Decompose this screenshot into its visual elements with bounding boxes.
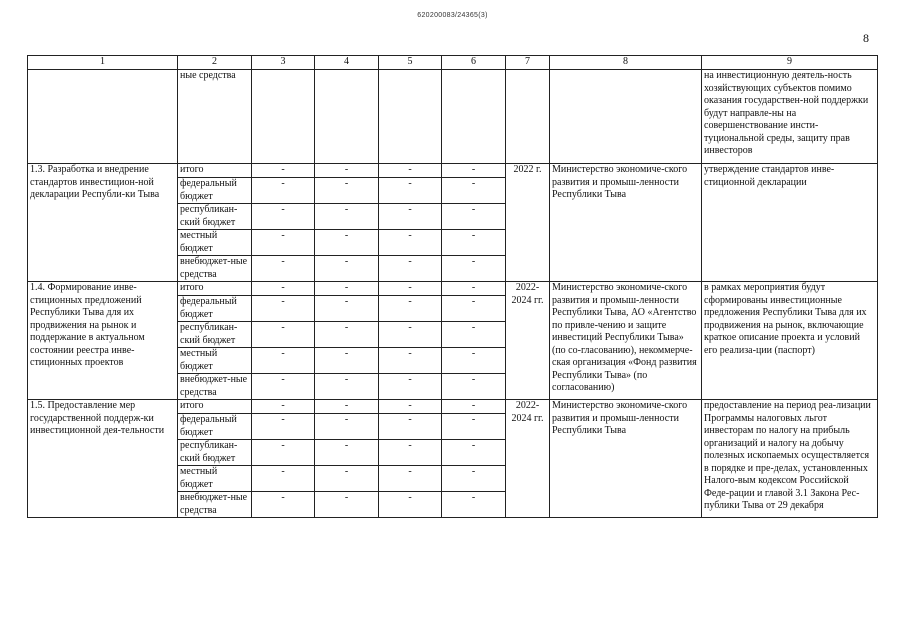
- amount-cell: -: [252, 296, 315, 322]
- result-cell: на инвестиционную деятель-ность хозяйствующих субъектов помимо оказания государствен-ной поддержки будут направле-ны на совершенствование инсти-туциональной среды, защиту прав инвесторов: [702, 70, 878, 164]
- amount-cell: -: [442, 400, 506, 414]
- amount-cell: -: [252, 230, 315, 256]
- amount-cell: -: [442, 466, 506, 492]
- amount-cell: -: [379, 178, 442, 204]
- amount-cell: -: [252, 164, 315, 178]
- amount-cell: -: [252, 400, 315, 414]
- executor-cell: [550, 70, 702, 164]
- funding-source-cell: республикан-ский бюджет: [178, 204, 252, 230]
- amount-cell: -: [379, 230, 442, 256]
- column-header: 7: [506, 56, 550, 70]
- funding-source-cell: итого: [178, 164, 252, 178]
- amount-cell: -: [315, 256, 379, 282]
- funding-source-cell: республикан-ский бюджет: [178, 322, 252, 348]
- table-row: [28, 282, 878, 296]
- amount-cell: -: [315, 466, 379, 492]
- funding-source-cell: местный бюджет: [178, 230, 252, 256]
- page-number: 8: [863, 31, 869, 45]
- funding-source-cell: ные средства: [178, 70, 252, 164]
- amount-cell: -: [315, 282, 379, 296]
- amount-cell: -: [379, 414, 442, 440]
- column-header: 5: [379, 56, 442, 70]
- executor-cell: Министерство экономиче-ского развития и промыш-ленности Республики Тыва: [550, 164, 702, 282]
- column-header: 1: [28, 56, 178, 70]
- column-header: 9: [702, 56, 878, 70]
- amount-cell: -: [379, 282, 442, 296]
- amount-cell: -: [379, 296, 442, 322]
- amount-cell: -: [379, 492, 442, 518]
- amount-cell: -: [315, 322, 379, 348]
- amount-cell: -: [442, 164, 506, 178]
- measure-title-cell: 1.4. Формирование инве-стиционных предложений Республики Тыва для их продвижения на рынок и поддержание в актуальном состоянии реестра инве-стиционных проектов: [28, 282, 178, 400]
- funding-source-cell: федеральный бюджет: [178, 414, 252, 440]
- amount-cell: -: [315, 348, 379, 374]
- amount-cell: -: [252, 256, 315, 282]
- amount-cell: -: [379, 400, 442, 414]
- amount-cell: -: [442, 440, 506, 466]
- amount-cell: -: [252, 492, 315, 518]
- funding-source-cell: местный бюджет: [178, 348, 252, 374]
- amount-cell: -: [252, 282, 315, 296]
- amount-cell: -: [442, 178, 506, 204]
- amount-cell: -: [379, 466, 442, 492]
- amount-cell: -: [379, 204, 442, 230]
- amount-cell: -: [252, 348, 315, 374]
- funding-source-cell: федеральный бюджет: [178, 296, 252, 322]
- period-cell: 2022 г.: [506, 164, 550, 282]
- amount-cell: -: [315, 414, 379, 440]
- period-cell: 2022-2024 гг.: [506, 400, 550, 518]
- table-row: [28, 164, 878, 178]
- measure-title-cell: [28, 70, 178, 164]
- amount-cell: -: [379, 322, 442, 348]
- amount-cell: -: [315, 204, 379, 230]
- column-header: 8: [550, 56, 702, 70]
- amount-cell: -: [379, 374, 442, 400]
- funding-source-cell: местный бюджет: [178, 466, 252, 492]
- amount-cell: -: [315, 440, 379, 466]
- amount-cell: -: [315, 296, 379, 322]
- column-number-row: [28, 56, 878, 70]
- result-cell: в рамках мероприятия будут сформированы инвестиционные предложения Республики Тыва для их продвижения на рынок, включающие краткое описание проекта и условий его реализа-ции (паспорт): [702, 282, 878, 400]
- amount-cell: -: [315, 164, 379, 178]
- amount-cell: -: [379, 256, 442, 282]
- measure-title-cell: 1.5. Предоставление мер государственной поддерж-ки инвестиционной дея-тельности: [28, 400, 178, 518]
- funding-source-cell: итого: [178, 400, 252, 414]
- table-row: [28, 400, 878, 414]
- amount-cell: -: [442, 256, 506, 282]
- executor-cell: Министерство экономиче-ского развития и промыш-ленности Республики Тыва, АО «Агентство по привле-чению и защите инвестиций Республики Тыва» (по со-гласованию), некоммерче-ская организация «Фонд развития Республики Тыва» (по согласованию): [550, 282, 702, 400]
- funding-source-cell: республикан-ский бюджет: [178, 440, 252, 466]
- amount-cell: [252, 70, 315, 164]
- amount-cell: -: [315, 492, 379, 518]
- amount-cell: -: [442, 374, 506, 400]
- column-header: 2: [178, 56, 252, 70]
- amount-cell: -: [379, 440, 442, 466]
- amount-cell: -: [252, 374, 315, 400]
- measure-title-cell: 1.3. Разработка и внедрение стандартов инвестицион-ной декларации Республи-ки Тыва: [28, 164, 178, 282]
- amount-cell: -: [252, 178, 315, 204]
- funding-source-cell: внебюджет-ные средства: [178, 256, 252, 282]
- amount-cell: -: [252, 322, 315, 348]
- amount-cell: -: [442, 204, 506, 230]
- funding-source-cell: федеральный бюджет: [178, 178, 252, 204]
- column-header: 6: [442, 56, 506, 70]
- amount-cell: [442, 70, 506, 164]
- amount-cell: -: [442, 296, 506, 322]
- amount-cell: -: [442, 322, 506, 348]
- period-cell: [506, 70, 550, 164]
- amount-cell: -: [379, 348, 442, 374]
- amount-cell: -: [315, 230, 379, 256]
- amount-cell: [315, 70, 379, 164]
- amount-cell: -: [252, 466, 315, 492]
- measures-table: [27, 55, 878, 518]
- funding-source-cell: внебюджет-ные средства: [178, 492, 252, 518]
- continuation-row: [28, 70, 878, 164]
- funding-source-cell: внебюджет-ные средства: [178, 374, 252, 400]
- funding-source-cell: итого: [178, 282, 252, 296]
- column-header: 3: [252, 56, 315, 70]
- amount-cell: -: [315, 374, 379, 400]
- period-cell: 2022-2024 гг.: [506, 282, 550, 400]
- result-cell: предоставление на период реа-лизации Программы налоговых льгот инвесторам по налогу на прибыль организаций и налогу на добычу полезных ископаемых осуществляется в порядке и пре-делах, установленных Налого-вым кодексом Российской Феде-рации и главой 3.1 Закона Рес-публики Тыва от 29 декабря: [702, 400, 878, 518]
- amount-cell: -: [379, 164, 442, 178]
- amount-cell: -: [442, 230, 506, 256]
- amount-cell: -: [442, 282, 506, 296]
- amount-cell: [379, 70, 442, 164]
- amount-cell: -: [442, 414, 506, 440]
- amount-cell: -: [315, 400, 379, 414]
- column-header: 4: [315, 56, 379, 70]
- amount-cell: -: [252, 440, 315, 466]
- document-number: 620200083/24365(3): [417, 12, 488, 19]
- amount-cell: -: [315, 178, 379, 204]
- amount-cell: -: [442, 348, 506, 374]
- amount-cell: -: [252, 414, 315, 440]
- result-cell: утверждение стандартов инве-стиционной декларации: [702, 164, 878, 282]
- executor-cell: Министерство экономиче-ского развития и промыш-ленности Республики Тыва: [550, 400, 702, 518]
- amount-cell: -: [442, 492, 506, 518]
- amount-cell: -: [252, 204, 315, 230]
